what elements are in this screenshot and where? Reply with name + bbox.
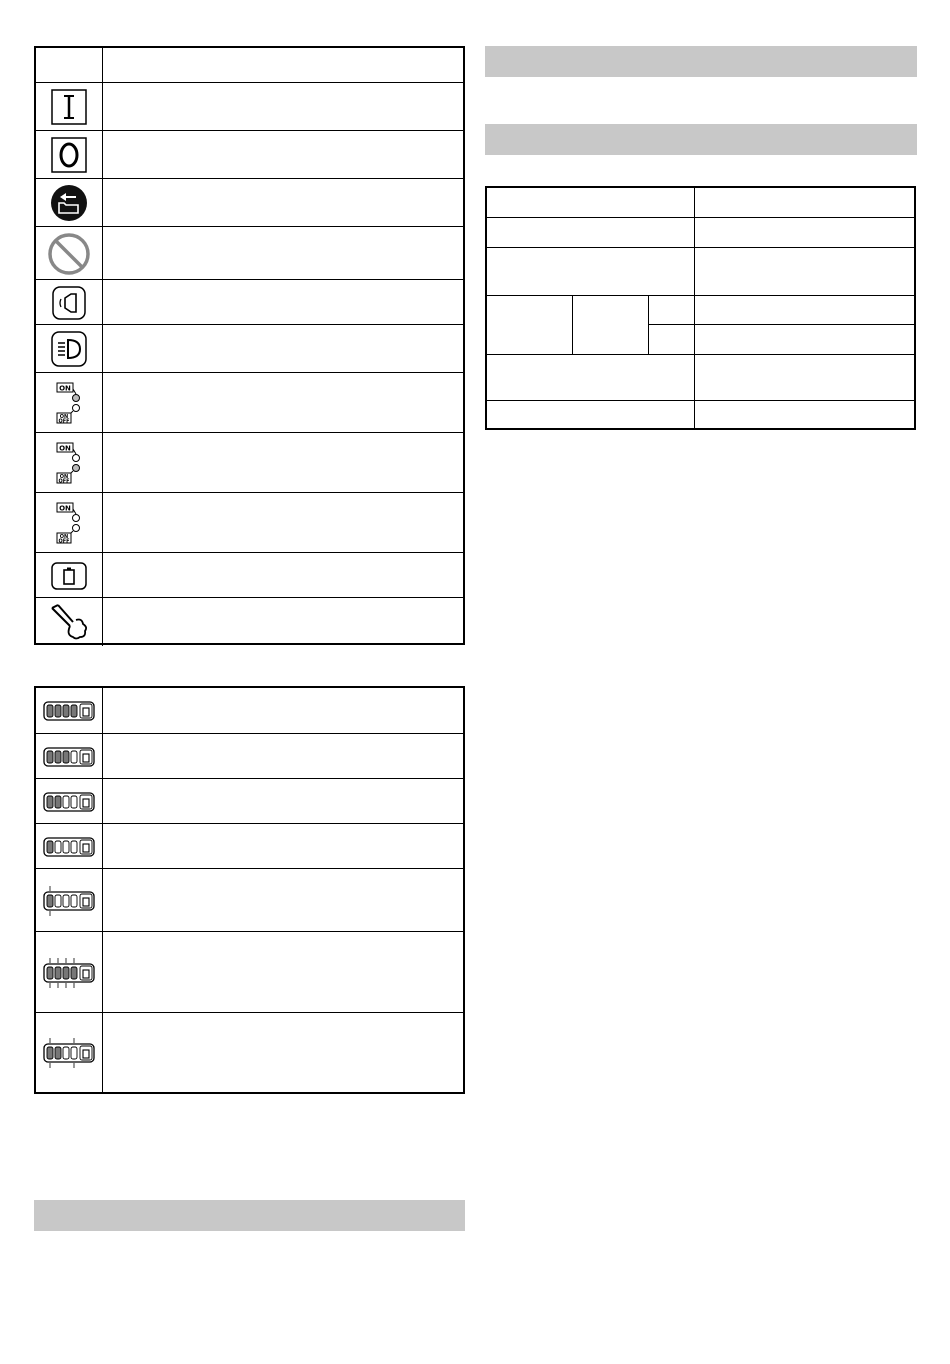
battery-segment [71, 841, 77, 853]
symbol-row [36, 597, 463, 646]
battery-level-row [36, 688, 463, 733]
spec-label [487, 401, 694, 430]
spec-label [573, 296, 648, 354]
symbol-row [36, 130, 463, 179]
svg-text:ON: ON [59, 384, 71, 393]
section-heading-bar [485, 124, 917, 155]
battery-segment [63, 751, 69, 763]
battery-segment [63, 705, 69, 717]
battery-level-1-icon [39, 832, 99, 862]
svg-text:ON: ON [59, 474, 69, 480]
blower-nozzle-icon [48, 602, 90, 642]
spec-value [695, 218, 914, 247]
spec-value [695, 401, 914, 430]
svg-text:ON: ON [59, 504, 71, 513]
battery-segment [47, 1047, 53, 1059]
symbol-table [34, 46, 465, 645]
symbol-row [36, 279, 463, 325]
battery-level-row [36, 823, 463, 869]
battery-segment [71, 967, 77, 979]
symbol-row [36, 432, 463, 493]
spec-label [487, 248, 694, 295]
battery-segment [63, 796, 69, 808]
battery-segment [71, 796, 77, 808]
spec-value [695, 248, 914, 295]
spec-sublabel [649, 325, 694, 354]
battery-segment [55, 1047, 61, 1059]
on-off-switch-icon [55, 441, 83, 485]
svg-text:ON: ON [59, 444, 71, 453]
symbol-row [36, 552, 463, 598]
battery-segment [63, 967, 69, 979]
battery-level-3-icon [39, 742, 99, 772]
battery-segment [47, 796, 53, 808]
battery-segment [71, 895, 77, 907]
battery-level-row [36, 931, 463, 1013]
battery-level-row [36, 868, 463, 932]
battery-segment [47, 967, 53, 979]
spec-label [487, 355, 694, 400]
tool-head-icon [52, 286, 86, 320]
on-off-switch-icon [55, 381, 83, 425]
battery-level-row [36, 1012, 463, 1093]
battery-level-row [36, 733, 463, 779]
symbol-table-header [36, 48, 463, 82]
svg-text:OFF: OFF [58, 418, 70, 425]
prohibited-icon [47, 232, 91, 276]
spec-value [695, 355, 914, 400]
symbol-row [36, 372, 463, 433]
svg-text:ON: ON [59, 414, 69, 420]
battery-level-all-blinking-icon [39, 958, 99, 988]
symbol-row [36, 226, 463, 280]
symbol-row [36, 492, 463, 553]
battery-level-4-icon [39, 696, 99, 726]
battery-level-2-icon [39, 787, 99, 817]
battery-segment [63, 895, 69, 907]
svg-text:OFF: OFF [58, 478, 70, 485]
on-off-switch-icon [55, 501, 83, 545]
spec-label [487, 296, 572, 354]
section-heading-bar [34, 1200, 465, 1231]
battery-segment [47, 841, 53, 853]
battery-segment [71, 751, 77, 763]
battery-segment [55, 751, 61, 763]
battery-level-table [34, 686, 465, 1094]
battery-level-row [36, 778, 463, 824]
battery-segment [63, 1047, 69, 1059]
spec-sublabel [649, 296, 694, 324]
power-off-o-icon [51, 137, 87, 173]
symbol-row [36, 324, 463, 373]
battery-level-1-blinking-icon [39, 886, 99, 916]
spec-label [487, 188, 694, 217]
section-heading-bar [485, 46, 917, 77]
return-folder-icon [49, 183, 89, 223]
battery-segment [47, 751, 53, 763]
spec-value [695, 296, 914, 324]
power-on-i-icon [51, 89, 87, 125]
symbol-row [36, 178, 463, 227]
spec-value [695, 325, 914, 354]
spec-value [695, 188, 914, 217]
battery-segment [55, 705, 61, 717]
symbol-row [36, 82, 463, 131]
battery-segment [71, 1047, 77, 1059]
battery-segment [55, 796, 61, 808]
battery-segment [47, 895, 53, 907]
battery-icon [51, 562, 87, 590]
battery-segment [55, 895, 61, 907]
battery-segment [55, 841, 61, 853]
work-light-icon [51, 331, 87, 367]
battery-segment [55, 967, 61, 979]
battery-segment [71, 705, 77, 717]
spec-label [487, 218, 694, 247]
svg-text:OFF: OFF [58, 538, 70, 545]
specification-table [485, 186, 916, 430]
battery-segment [63, 841, 69, 853]
battery-level-alternating-blink-icon [39, 1038, 99, 1068]
battery-segment [47, 705, 53, 717]
svg-text:ON: ON [59, 534, 69, 540]
